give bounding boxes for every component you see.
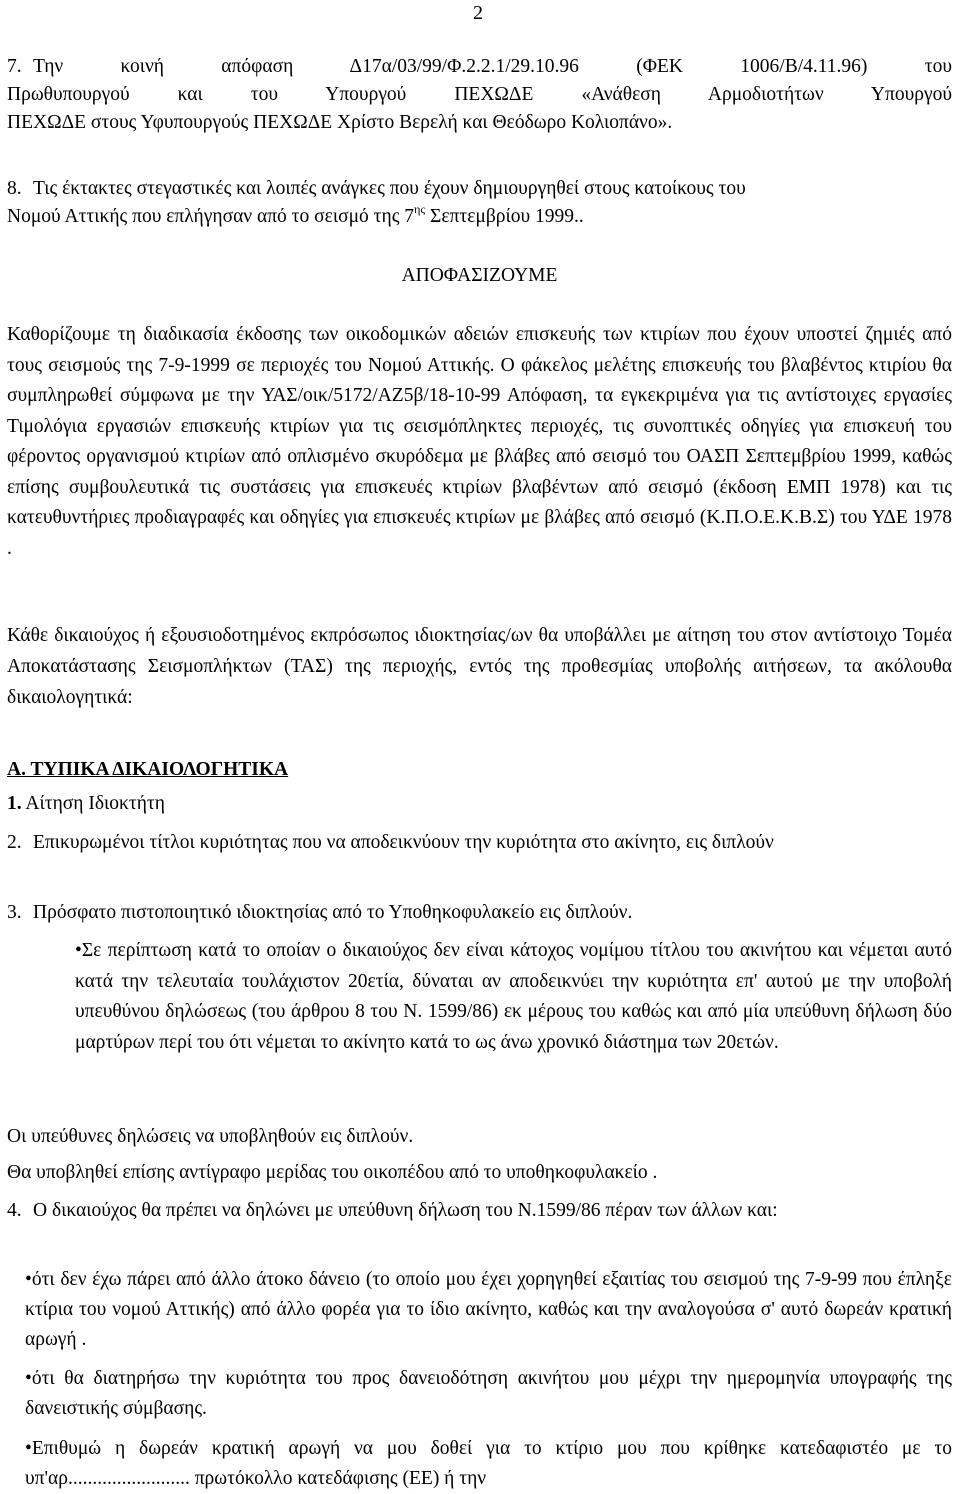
item-8 [7, 175, 952, 231]
item-7 [7, 53, 952, 137]
land-copy-line: Θα υποβληθεί επίσης αντίγραφο μερίδας του οικοπέδου από το υποθηκοφυλακείο . [7, 1162, 658, 1183]
bullet-keep-ownership: •ότι θα διατηρήσω την κυριότητα του προς δανειοδότηση ακινήτου μου μέχρι την ημερομηνία υπογραφής της δανειστικής σύμβασης. [25, 1368, 952, 1419]
requirement-4 [7, 1197, 952, 1225]
requirement-2 [7, 829, 952, 857]
requirement-text: Επικυρωμένοι τίτλοι κυριότητας που να αποδεικνύουν την κυριότητα στο ακίνητο, εις διπλούν [33, 832, 774, 853]
item-8-line-1: Τις έκτακτες στεγαστικές και λοιπές ανάγκες που έχουν δημιουργηθεί στους κατοίκους του [33, 178, 746, 199]
requirement-text: Αίτηση Ιδιοκτήτη [21, 793, 165, 814]
ordinal-suffix: ης [414, 202, 426, 216]
requirement-text: Πρόσφατο πιστοποιητικό ιδιοκτησίας από το Υποθηκοφυλακείο εις διπλούν. [33, 902, 633, 923]
item-number: 3. [7, 902, 22, 923]
decision-paragraph: Καθορίζουμε τη διαδικασία έκδοσης των οικοδομικών αδειών επισκευής των κτιρίων που έχουν υποστεί ζημιές από τους σεισμούς της 7-9-1999 σε περιοχές του Νομού Αττικής. Ο φάκελος μελέτης επισκευής του βλαβέντος κτιρίου θα συμπληρωθεί σύμφωνα με την ΥΑΣ/οικ/5172/ΑΖ5β/18-10-99 Απόφαση, τα εγκεκριμένα για τις αντίστοιχες εργασίες Τιμολόγια εργασιών επισκευής κτιρίων για τις σεισμόπληκτες περιοχές, τις συνοπτικές οδηγίες για επισκευή του φέροντος οργανισμού κτιρίων από οπλισμένο σκυρόδεμα με βλάβες από σεισμό του ΟΑΣΠ Σεπτεμβρίου 1999, καθώς επίσης συμβουλευτικά τις συστάσεις για επισκευές κτιρίων βλαβέντων από σεισμό (έκδοση ΕΜΠ 1978) και τις κατευθυντήριες προδιαγραφές και οδηγίες για επισκευές κτιρίων με βλάβες από σεισμό (Κ.Π.Ο.Ε.Κ.Β.Σ) του ΥΔΕ 1978 . [7, 324, 952, 559]
requirement-text: Ο δικαιούχος θα πρέπει να δηλώνει με υπεύθυνη δήλωση του Ν.1599/86 πέραν των άλλων και: [33, 1200, 778, 1221]
item-7-line-3: ΠΕΧΩΔΕ στους Υφυπουργούς ΠΕΧΩΔΕ Χρίστο Βερελή και Θεόδωρο Κολιοπάνο». [7, 112, 673, 133]
page-number: 2 [473, 2, 483, 24]
submission-paragraph: Κάθε δικαιούχος ή εξουσιοδοτημένος εκπρόσωπος ιδιοκτησίας/ων θα υποβάλλει με αίτηση του στον αντίστοιχο Τομέα Αποκατάστασης Σεισμοπλήκτων (ΤΑΣ) της περιοχής, εντός της προθεσμίας υποβολής αιτήσεων, τα ακόλουθα δικαιολογητικά: [7, 625, 952, 708]
item-8-line-2-end: Σεπτεμβρίου 1999.. [425, 206, 584, 227]
bullet-no-other-loan: •ότι δεν έχω πάρει από άλλο άτοκο δάνειο (το οποίο μου έχει χορηγηθεί εξαιτίας του σεισμού της 7-9-99 που έπληξε κτίρια του νομού Αττικής) από άλλο φορέα για το ίδιο ακίνητο, καθώς και την αναλογούσα σ' αυτό δωρεάν κρατική αρωγή . [25, 1269, 952, 1350]
item-7-line-2: Πρωθυπουργού και του Υπουργού ΠΕΧΩΔΕ «Ανάθεση Αρμοδιοτήτων Υπουργού [7, 84, 952, 105]
item-number: 2. [7, 832, 22, 853]
bullet-unregistered-owner: •Σε περίπτωση κατά το οποίαν ο δικαιούχος δεν είναι κάτοχος νομίμου τίτλου του ακινήτου και νέμεται αυτό κατά την τελευταία τουλάχιστον 20ετία, δύναται αν αποδεικνύει την κυριότητα επ' αυτού με την υποβολή υπευθύνου δηλώσεως (του άρθρου 8 του Ν. 1599/86) εκ μέρους του καθώς και από μία υπεύθυνη δήλωση δύο μαρτύρων περί του ότι νέμεται το ακίνητο κατά το ως άνω χρονικό διάστημα των 20ετών. [75, 940, 952, 1053]
item-number: 7. [7, 56, 22, 77]
requirement-1 [7, 790, 952, 818]
bullet-demolition-aid: •Επιθυμώ η δωρεάν κρατική αρωγή να μου δοθεί για το κτίριο μου που κρίθηκε κατεδαφιστέο με το υπ'αρ......................... πρωτόκολλο κατεδάφισης (ΕΕ) ή την [25, 1438, 952, 1489]
item-number: 8. [7, 178, 22, 199]
item-number: 1. [7, 793, 22, 814]
section-heading: Α. ΤΥΠΙΚΑ ΔΙΚΑΙΟΛΟΓΗΤΙΚΑ [7, 759, 289, 780]
requirement-3 [7, 899, 952, 927]
declarations-line: Οι υπεύθυνες δηλώσεις να υποβληθούν εις διπλούν. [7, 1126, 414, 1147]
item-number: 4. [7, 1200, 22, 1221]
item-7-line-1: Την κοινή απόφαση Δ17α/03/99/Φ.2.2.1/29.10.96 (ΦΕΚ 1006/Β/4.11.96) του [33, 56, 952, 77]
decision-heading: ΑΠΟΦΑΣΙΖΟΥΜΕ [401, 265, 558, 286]
item-8-line-2: Νομού Αττικής που επλήγησαν από το σεισμό της 7 [7, 206, 415, 227]
